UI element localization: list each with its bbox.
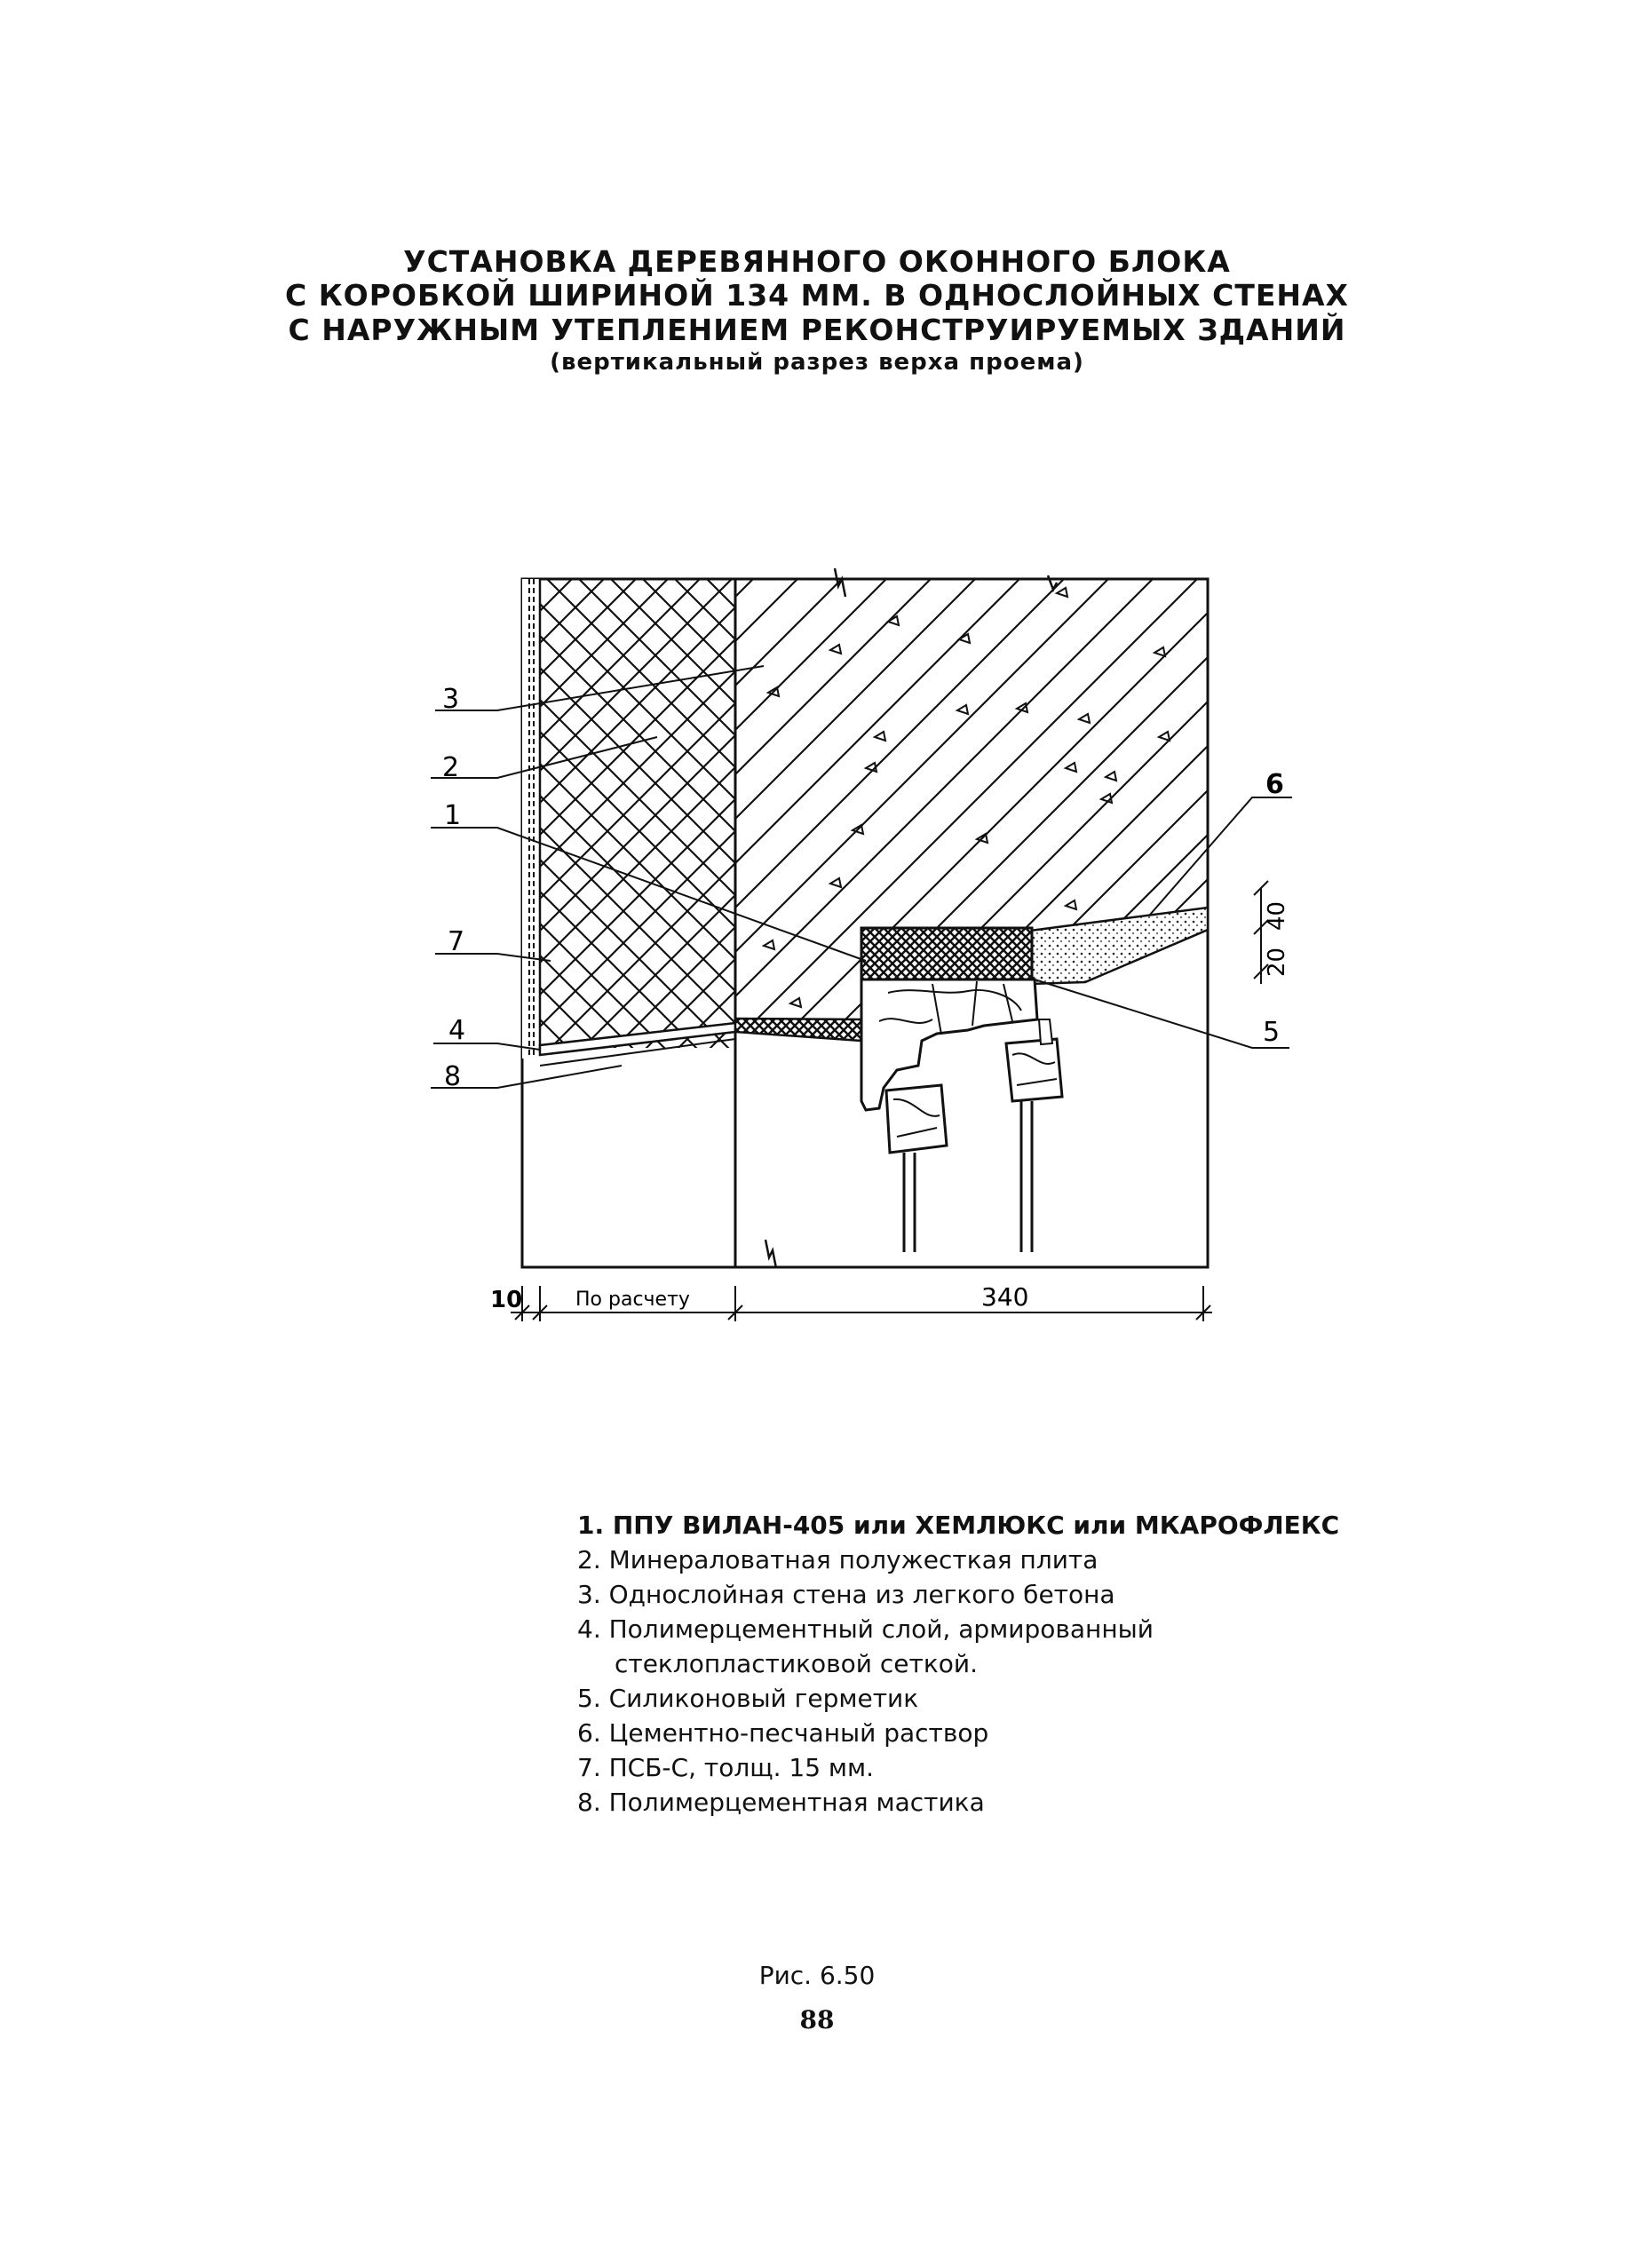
legend-item: 2. Минераловатная полужесткая плита <box>577 1545 1099 1574</box>
legend-item: 8. Полимерцементная мастика <box>577 1788 985 1817</box>
callout-4: 4 <box>448 1015 466 1046</box>
legend-item: 7. ПСБ-С, толщ. 15 мм. <box>577 1753 875 1782</box>
legend-item: 5. Силиконовый герметик <box>577 1684 919 1713</box>
callout-2: 2 <box>442 752 460 783</box>
callout-1: 1 <box>444 800 462 831</box>
legend-item: 1. ППУ ВИЛАН-405 или ХЕМЛЮКС или МКАРОФЛЕКС <box>577 1511 1340 1540</box>
callout-7: 7 <box>448 926 465 957</box>
callout-5: 5 <box>1263 1017 1281 1048</box>
callout-3: 3 <box>442 684 460 715</box>
legend <box>577 1508 1339 1820</box>
window-frame <box>861 979 1062 1252</box>
legend-item: 6. Цементно-песчаный раствор <box>577 1718 989 1748</box>
dim-340: 340 <box>981 1282 1029 1312</box>
callout-8: 8 <box>444 1061 462 1092</box>
legend-item: стеклопластиковой сеткой. <box>615 1649 978 1678</box>
title-line-3: С НАРУЖНЫМ УТЕПЛЕНИЕМ РЕКОНСТРУИРУЕМЫХ ЗДАНИЙ <box>288 313 1346 347</box>
dim-20: 20 <box>1264 947 1290 977</box>
dim-40: 40 <box>1264 900 1290 931</box>
psb-layer <box>522 579 540 1059</box>
title-line-2: С КОРОБКОЙ ШИРИНОЙ 134 ММ. В ОДНОСЛОЙНЫХ СТЕНАХ <box>285 278 1349 313</box>
page-number: 88 <box>799 2005 835 2034</box>
dim-10: 10 <box>490 1287 523 1313</box>
legend-item: 3. Однослойная стена из легкого бетона <box>577 1580 1115 1609</box>
mastic-strip <box>735 1019 861 1041</box>
callout-6: 6 <box>1265 769 1284 800</box>
legend-item: 4. Полимерцементный слой, армированный <box>577 1614 1154 1644</box>
title-subtitle: (вертикальный разрез верха проема) <box>550 349 1084 376</box>
break-mark-bottom <box>765 1240 776 1268</box>
pu-foam <box>861 928 1032 979</box>
title-line-1: УСТАНОВКА ДЕРЕВЯННОГО ОКОННОГО БЛОКА <box>403 244 1231 279</box>
figure-caption: Рис. 6.50 <box>758 1961 876 1990</box>
dim-insulation: По расчету <box>575 1289 690 1311</box>
insulation-layer <box>540 579 735 1048</box>
